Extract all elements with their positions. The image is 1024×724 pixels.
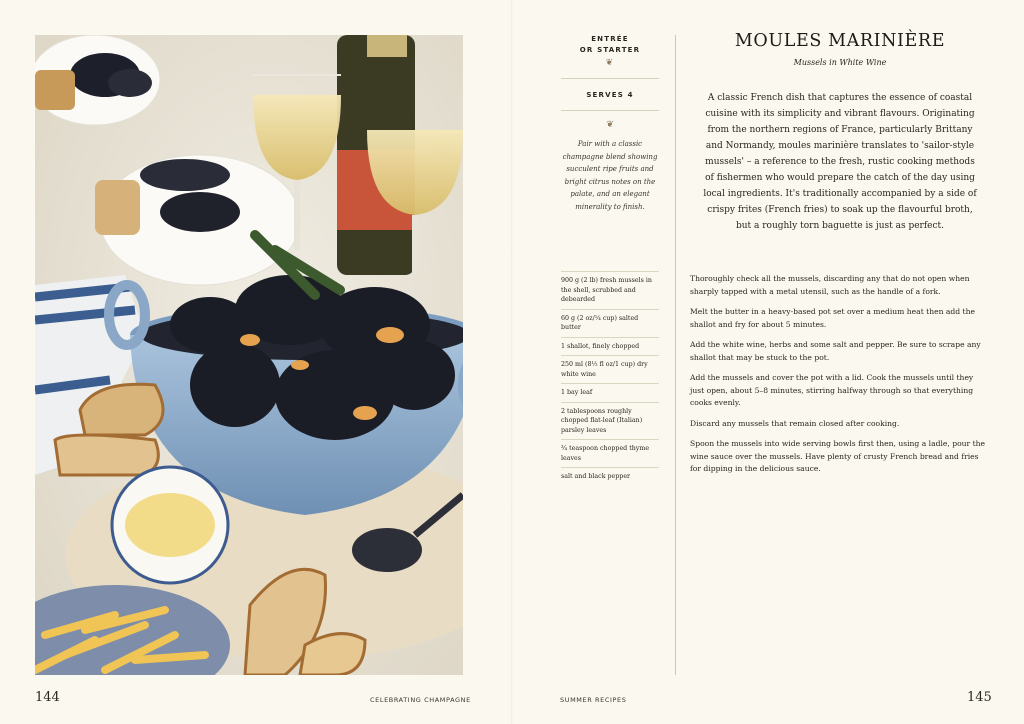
pairing-note: Pair with a classic champagne blend showing succulent ripe fruits and bright citrus notes on the palate, and an elegant minerality to finish. bbox=[562, 140, 658, 211]
gutter-shadow bbox=[511, 0, 513, 724]
serves-label: SERVES 4 bbox=[586, 91, 634, 99]
method-step: Discard any mussels that remain closed after cooking. bbox=[690, 418, 900, 428]
fleuron-icon bbox=[561, 118, 659, 130]
running-head-left: CELEBRATING CHAMPAGNE bbox=[370, 696, 471, 704]
method-step: Add the white wine, herbs and some salt and pepper. Be sure to scrape any shallot that may be stuck to the pot. bbox=[690, 340, 981, 362]
divider bbox=[561, 78, 659, 79]
ingredient-list bbox=[561, 271, 659, 486]
method-steps bbox=[690, 273, 986, 484]
course-line-2: OR STARTER bbox=[579, 46, 641, 54]
recipe-subtitle: Mussels in White Wine bbox=[793, 58, 887, 67]
divider bbox=[561, 110, 659, 111]
ingredient-item: 900 g (2 lb) fresh mussels in the shell, scrubbed and debearded bbox=[561, 271, 659, 310]
recipe-photo bbox=[35, 35, 463, 675]
recipe-intro: A classic French dish that captures the essence of coastal cuisine with its simplicity and vibrant flavours. Originating from the northern regions of France, particularly Brittany and Normandy, moules marinière translates to 'sailor-style mussels' – a reference to the fresh, rustic cooking methods of fishermen who would prepare the catch of the day using local ingredients. It's traditionally accompanied by a side of crispy frites (French fries) to soak up the flavourful broth, but a roughly torn baguette is just as perfect. bbox=[703, 93, 977, 231]
fleuron-icon: ❦ bbox=[605, 58, 615, 68]
method-step: Spoon the mussels into wide serving bowls first then, using a ladle, pour the wine sauce over the mussels. Have plenty of crusty French bread and fries for dipping in the delicious sauce. bbox=[690, 439, 986, 473]
ingredient-item: 2 tablespoons roughly chopped flat-leaf (Italian) parsley leaves bbox=[561, 403, 659, 441]
ingredient-item: 1 bay leaf bbox=[561, 384, 659, 403]
page-number-right: 145 bbox=[967, 690, 992, 705]
course-line-1: ENTRÉE bbox=[591, 35, 629, 43]
running-head-right: SUMMER RECIPES bbox=[560, 696, 627, 704]
method-step: Thoroughly check all the mussels, discarding any that do not open when sharply tapped with a metal utensil, such as the handle of a fork. bbox=[690, 274, 970, 296]
recipe-title: MOULES MARINIÈRE bbox=[734, 31, 946, 51]
ingredient-item: salt and black pepper bbox=[561, 473, 631, 480]
column-rule bbox=[675, 35, 676, 675]
method-step: Add the mussels and cover the pot with a lid. Cook the mussels until they just open, about 5–8 minutes, stirring halfway through so that everything cooks evenly. bbox=[690, 373, 974, 407]
method-step: Melt the butter in a heavy-based pot set over a medium heat then add the shallot and fry for about 5 minutes. bbox=[690, 307, 975, 329]
ingredient-item: 60 g (2 oz/¼ cup) salted butter bbox=[561, 310, 659, 338]
fleuron-glyph: ❦ bbox=[606, 120, 614, 130]
page-number-left: 144 bbox=[35, 690, 60, 705]
ingredient-item: 1 shallot, finely chopped bbox=[561, 338, 659, 357]
ingredient-item: 250 ml (8½ fl oz/1 cup) dry white wine bbox=[561, 356, 659, 384]
ingredient-item: ¾ teaspoon chopped thyme leaves bbox=[561, 440, 659, 468]
course-label bbox=[561, 34, 659, 69]
